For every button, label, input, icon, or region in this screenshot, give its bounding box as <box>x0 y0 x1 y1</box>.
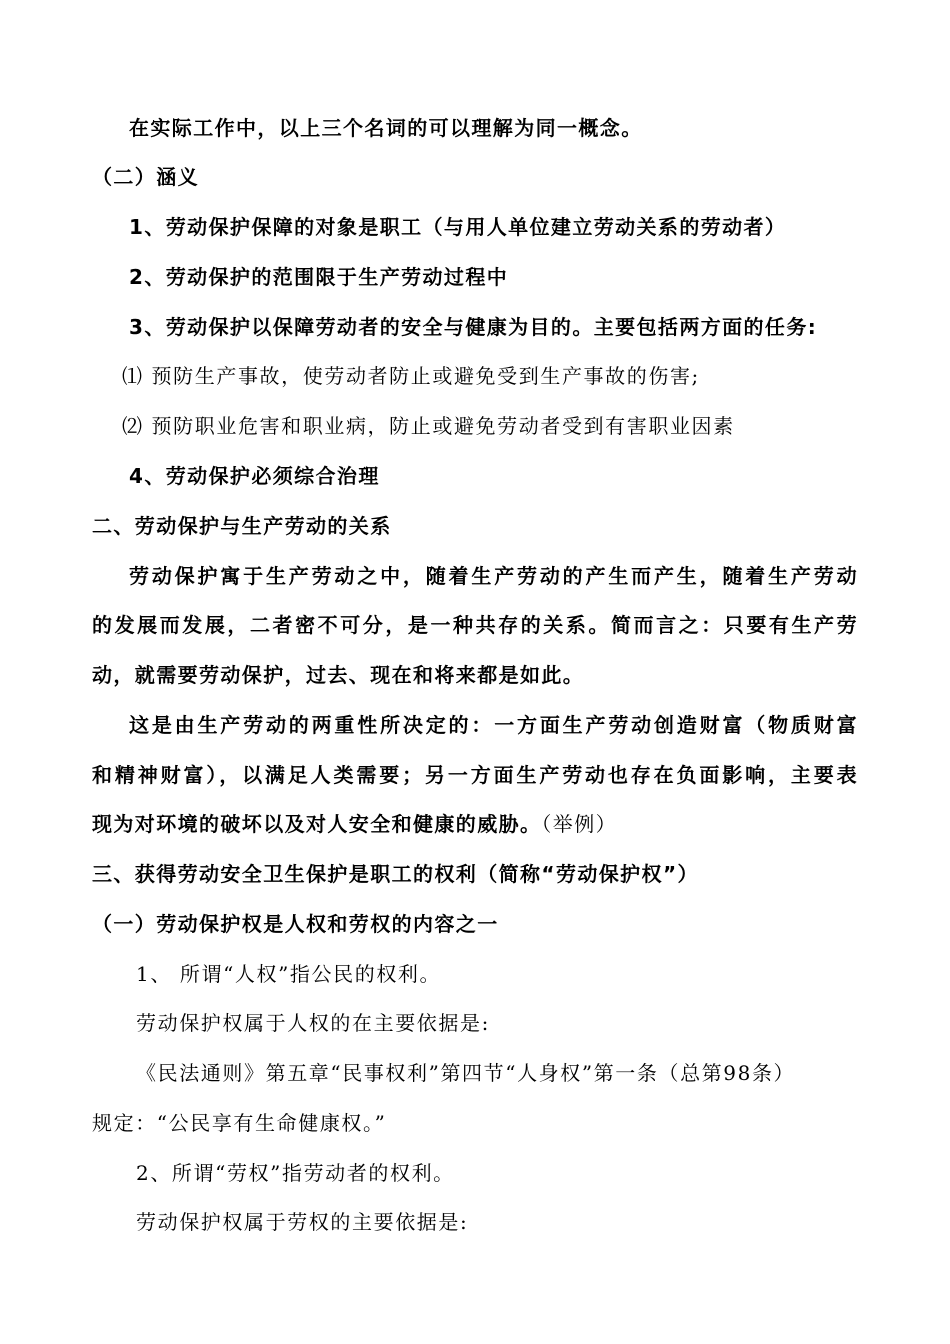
list-item: 1、 所谓“人权”指公民的权利。 <box>136 962 442 986</box>
paragraph-line: 动，就需要劳动保护，过去、现在和将来都是如此。 <box>92 663 585 687</box>
paragraph-line: 的发展而发展，二者密不可分，是一种共存的关系。简而言之：只要有生产劳 <box>92 613 858 637</box>
paragraph-line: 和精神财富），以满足人类需要；另一方面生产劳动也存在负面影响，主要表 <box>92 763 858 787</box>
paragraph-line: 劳动保护寓于生产劳动之中，随着生产劳动的产生而产生，随着生产劳动 <box>129 564 858 588</box>
sub-list-item: ⑵ 预防职业危害和职业病，防止或避免劳动者受到有害职业因素 <box>122 414 735 438</box>
list-item: 1、劳动保护保障的对象是职工（与用人单位建立劳动关系的劳动者） <box>129 215 787 239</box>
citation-line: 《民法通则》第五章“民事权利”第四节“人身权”第一条（总第98条） <box>136 1061 796 1085</box>
list-item: 2、劳动保护的范围限于生产劳动过程中 <box>129 265 509 289</box>
paragraph-line: 这是由生产劳动的两重性所决定的：一方面生产劳动创造财富（物质财富 <box>129 713 858 737</box>
list-item: 3、劳动保护以保障劳动者的安全与健康为目的。主要包括两方面的任务: <box>129 315 818 339</box>
paragraph-line: 在实际工作中，以上三个名词的可以理解为同一概念。 <box>129 116 643 140</box>
sub-list-item: ⑴ 预防生产事故，使劳动者防止或避免受到生产事故的伤害; <box>122 364 700 388</box>
subsection-heading: （一）劳动保护权是人权和劳权的内容之一 <box>92 912 499 936</box>
section-heading: 二、劳动保护与生产劳动的关系 <box>92 514 392 538</box>
paragraph-line: 劳动保护权属于人权的在主要依据是: <box>136 1011 490 1035</box>
list-item: 4、劳动保护必须综合治理 <box>129 464 380 488</box>
list-item: 2、所谓“劳权”指劳动者的权利。 <box>136 1161 455 1185</box>
paragraph-text: 现为对环境的破坏以及对人安全和健康的威胁。 <box>92 812 542 836</box>
section-heading: （二）涵义 <box>92 165 199 189</box>
citation-line: 规定：“公民享有生命健康权。” <box>92 1111 387 1135</box>
paragraph-line <box>92 809 617 839</box>
paragraph-line: 劳动保护权属于劳权的主要依据是: <box>136 1210 469 1234</box>
section-heading: 三、获得劳动安全卫生保护是职工的权利（简称“劳动保护权”） <box>92 862 699 886</box>
example-note: （举例） <box>541 812 618 836</box>
